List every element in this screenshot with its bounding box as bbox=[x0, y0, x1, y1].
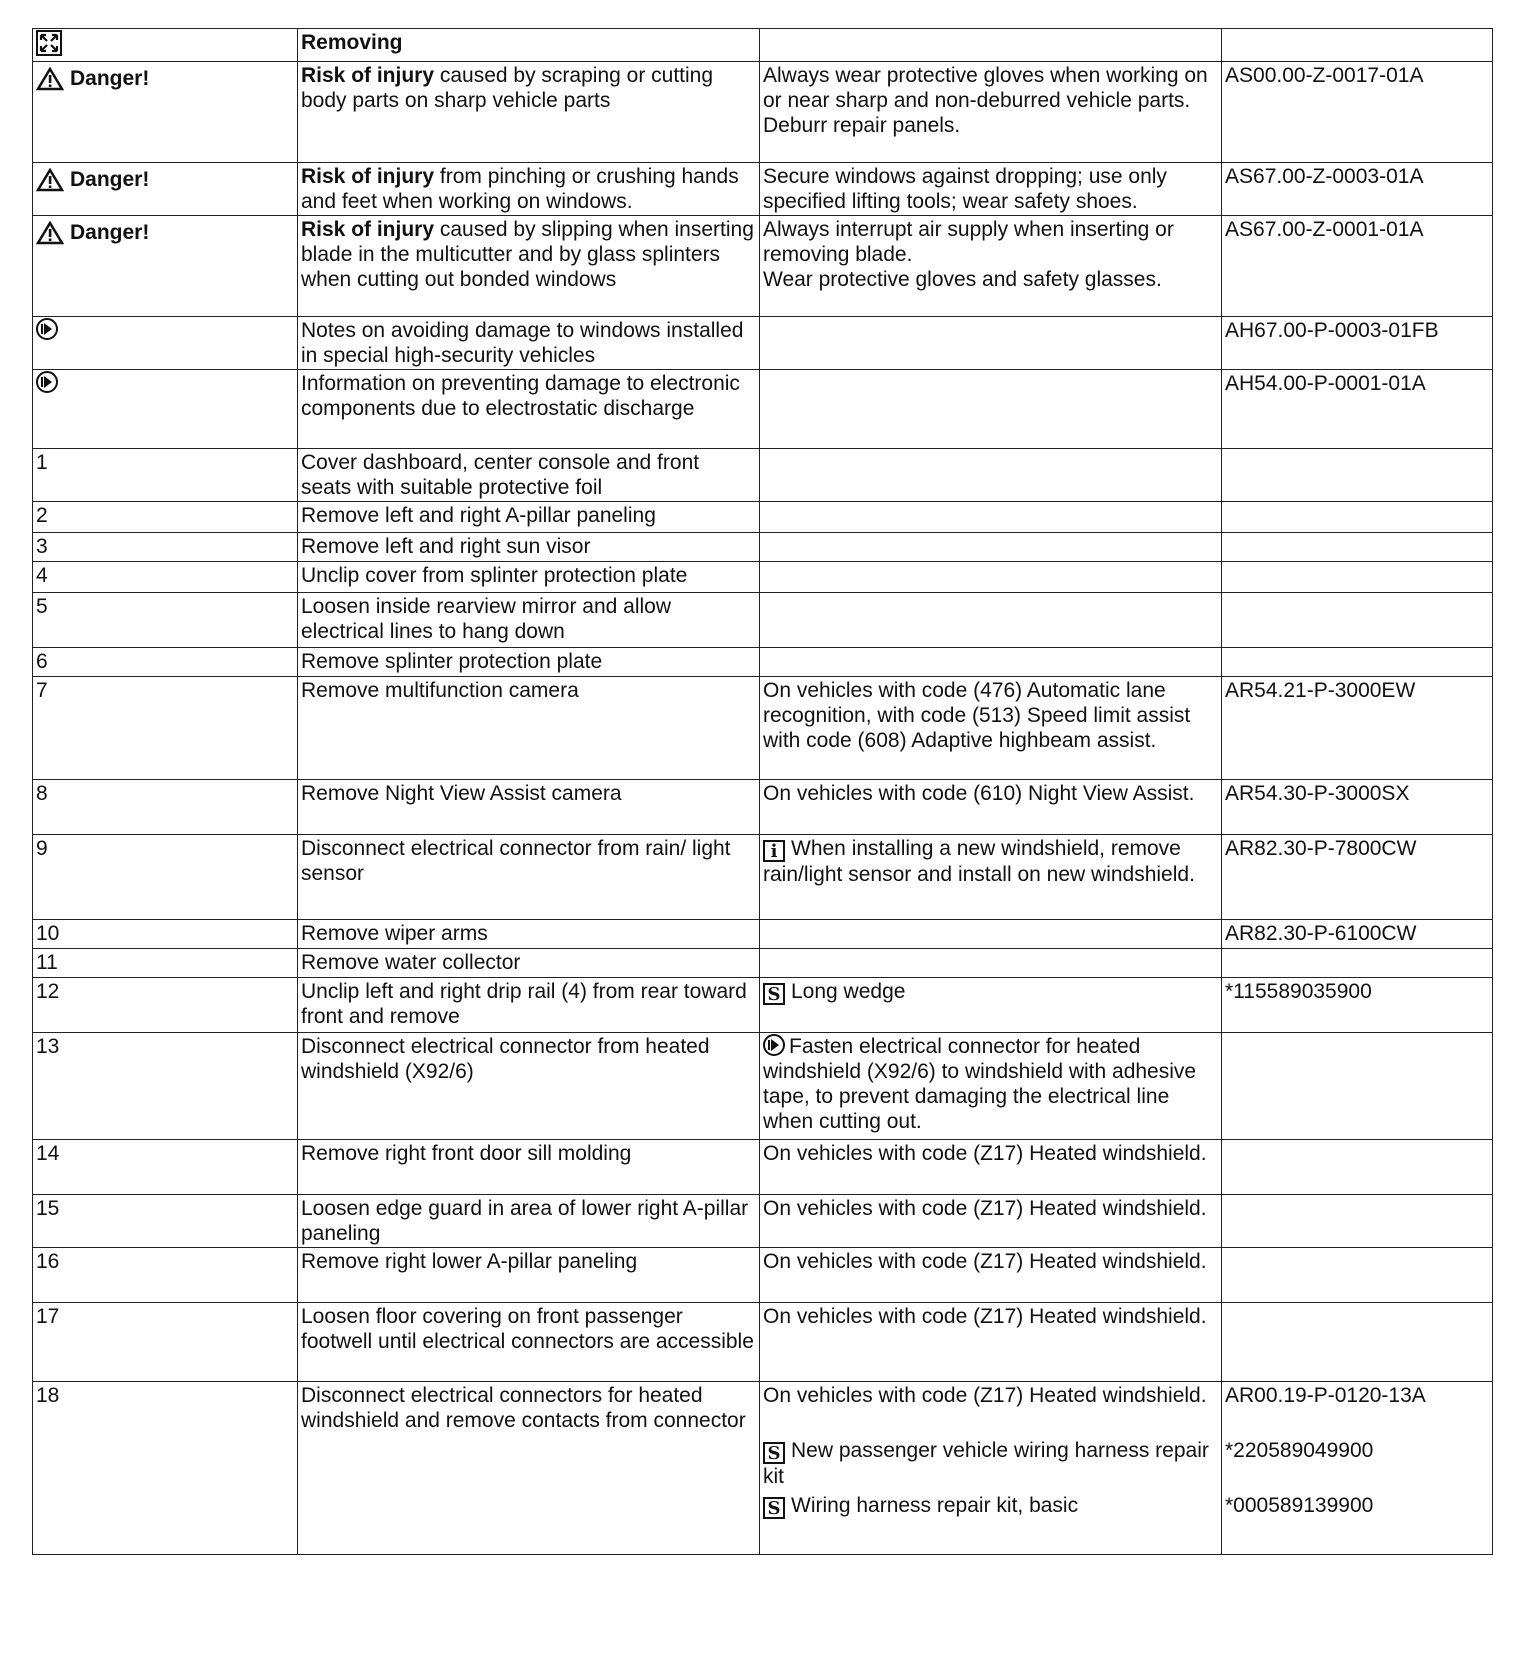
danger-label: Danger! bbox=[36, 167, 149, 192]
notice-arrow-icon bbox=[36, 318, 58, 340]
reference-link[interactable]: AR54.30-P-3000SX bbox=[1222, 780, 1493, 835]
table-row: 14 Remove right front door sill molding On vehicles with code (Z17) Heated windshield. bbox=[33, 1140, 1493, 1195]
danger-label: Danger! bbox=[36, 66, 149, 91]
table-row: 10 Remove wiper arms AR82.30-P-6100CW bbox=[33, 920, 1493, 949]
section-title: Removing bbox=[298, 29, 760, 62]
table-row: 17 Loosen floor covering on front passenger footwell until electrical connectors are accessible On vehicles with code (Z17) Heated windshield. bbox=[33, 1303, 1493, 1382]
reference-link[interactable]: AS00.00-Z-0017-01A bbox=[1222, 62, 1493, 163]
expand-cell bbox=[33, 29, 298, 62]
table-row: 3 Remove left and right sun visor bbox=[33, 533, 1493, 562]
table-row: 2 Remove left and right A-pillar paneling bbox=[33, 502, 1493, 533]
table-row: Danger! Risk of injury caused by slipping when inserting blade in the multicutter and by glass splinters when cutting out bonded windows Always interrupt air supply when inserting or removing blade. Wear protective gloves and safety glasses. AS67.00-Z-0001-01A bbox=[33, 216, 1493, 317]
table-row: Danger! Risk of injury from pinching or crushing hands and feet when working on windows. Secure windows against dropping; use only specified lifting tools; wear safety shoes. AS67.00-Z-0003-01A bbox=[33, 163, 1493, 216]
notice-arrow-icon bbox=[36, 371, 58, 393]
reference-link[interactable]: AR00.19-P-0120-13A bbox=[1225, 1384, 1426, 1407]
danger-label: Danger! bbox=[36, 220, 149, 245]
reference-link[interactable]: AH67.00-P-0003-01FB bbox=[1222, 317, 1493, 370]
reference-link[interactable]: AR82.30-P-7800CW bbox=[1222, 835, 1493, 920]
table-row: 11 Remove water collector bbox=[33, 949, 1493, 978]
expand-icon[interactable] bbox=[36, 30, 62, 56]
table-row: 15 Loosen edge guard in area of lower right A-pillar paneling On vehicles with code (Z17) Heated windshield. bbox=[33, 1195, 1493, 1248]
reference-link[interactable]: AR54.21-P-3000EW bbox=[1222, 677, 1493, 780]
warning-triangle-icon bbox=[36, 168, 64, 192]
table-row: 6 Remove splinter protection plate bbox=[33, 648, 1493, 677]
reference-link[interactable]: AR82.30-P-6100CW bbox=[1222, 920, 1493, 949]
table-row: 18 Disconnect electrical connectors for heated windshield and remove contacts from connector On vehicles with code (Z17) Heated windshield. S New passenger vehicle wiring harness repair kit S Wiring harness repair kit, basic AR00.19-P-0120-13A *220589049900 *000589139900 bbox=[33, 1382, 1493, 1555]
table-row: 1 Cover dashboard, center console and front seats with suitable protective foil bbox=[33, 449, 1493, 502]
tool-icon: S bbox=[763, 983, 785, 1005]
table-row: 8 Remove Night View Assist camera On vehicles with code (610) Night View Assist. AR54.30-P-3000SX bbox=[33, 780, 1493, 835]
tool-icon: S bbox=[763, 1497, 785, 1519]
table-row: 4 Unclip cover from splinter protection plate bbox=[33, 562, 1493, 593]
table-row: Notes on avoiding damage to windows installed in special high-security vehicles AH67.00-P-0003-01FB bbox=[33, 317, 1493, 370]
table-row: 7 Remove multifunction camera On vehicles with code (476) Automatic lane recognition, with code (513) Speed limit assist with code (608) Adaptive highbeam assist. AR54.21-P-3000EW bbox=[33, 677, 1493, 780]
table-row: Information on preventing damage to electronic components due to electrostatic discharge AH54.00-P-0001-01A bbox=[33, 370, 1493, 449]
reference-link[interactable]: AS67.00-Z-0003-01A bbox=[1222, 163, 1493, 216]
reference-link[interactable]: AS67.00-Z-0001-01A bbox=[1222, 216, 1493, 317]
table-row: 13 Disconnect electrical connector from heated windshield (X92/6) Fasten electrical connector for heated windshield (X92/6) to windshield with adhesive tape, to prevent damaging the electrical line when cutting out. bbox=[33, 1033, 1493, 1140]
table-row: 9 Disconnect electrical connector from rain/ light sensor i When installing a new windshield, remove rain/light sensor and install on new windshield. AR82.30-P-7800CW bbox=[33, 835, 1493, 920]
tool-number-link[interactable]: *220589049900 bbox=[1225, 1439, 1374, 1462]
table-row: 5 Loosen inside rearview mirror and allow electrical lines to hang down bbox=[33, 593, 1493, 648]
table-row: 16 Remove right lower A-pillar paneling On vehicles with code (Z17) Heated windshield. bbox=[33, 1248, 1493, 1303]
table-row: Danger! Risk of injury caused by scraping or cutting body parts on sharp vehicle parts Always wear protective gloves when working on or near sharp and non-deburred vehicle parts. Deburr repair panels. AS00.00-Z-0017-01A bbox=[33, 62, 1493, 163]
procedure-table bbox=[32, 28, 1493, 1555]
warning-triangle-icon bbox=[36, 221, 64, 245]
info-icon: i bbox=[763, 840, 785, 862]
table-row bbox=[33, 29, 1493, 62]
tool-icon: S bbox=[763, 1442, 785, 1464]
notice-arrow-icon bbox=[763, 1034, 785, 1056]
reference-link[interactable]: AH54.00-P-0001-01A bbox=[1222, 370, 1493, 449]
tool-number-link[interactable]: *115589035900 bbox=[1222, 978, 1493, 1033]
warning-triangle-icon bbox=[36, 67, 64, 91]
tool-number-link[interactable]: *000589139900 bbox=[1225, 1494, 1374, 1517]
table-row: 12 Unclip left and right drip rail (4) from rear toward front and remove S Long wedge *115589035900 bbox=[33, 978, 1493, 1033]
